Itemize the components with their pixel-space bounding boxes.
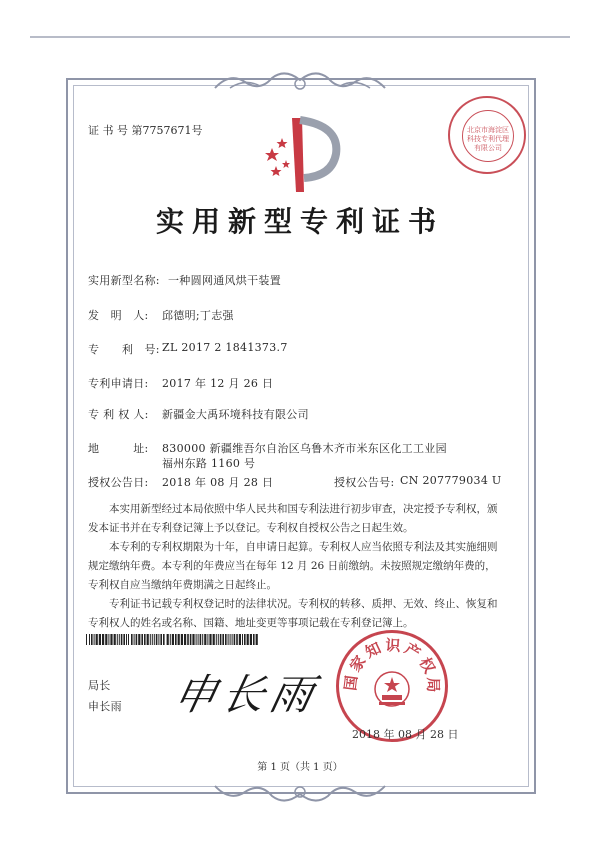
seal-text: 国家知识产权局 bbox=[341, 636, 443, 696]
name-value: 一种圆网通风烘干装置 bbox=[168, 274, 281, 287]
inventor-label: 发 明 人: bbox=[88, 309, 149, 322]
filing-date-value: 2017 年 12 月 26 日 bbox=[162, 377, 274, 390]
grant-date-label: 授权公告日: bbox=[88, 476, 149, 489]
grant-date-value: 2018 年 08 月 28 日 bbox=[162, 476, 274, 489]
address-line-1: 830000 新疆维吾尔自治区乌鲁木齐市米东区化工工业园 bbox=[162, 442, 447, 455]
agency-seal-text: 北京市海淀区科技专利代理有限公司 bbox=[467, 126, 509, 152]
name-label: 实用新型名称: bbox=[88, 274, 160, 287]
director-title: 局长 bbox=[88, 679, 111, 692]
paragraph-2: 本专利的专利权期限为十年，自申请日起算。专利权人应当依照专利法及其实施细则规定缴纳年费。本专利的年费应当在每年 12 月 26 日前缴纳。未按照规定缴纳年费的，专利权自应当缴纳年费期满之日起终止。 bbox=[88, 541, 498, 591]
grant-number-value: CN 207779034 U bbox=[400, 474, 502, 487]
address-line-2: 福州东路 1160 号 bbox=[162, 457, 256, 470]
director-name: 申长雨 bbox=[88, 700, 122, 713]
certificate-number: 证 书 号 第7757671号 bbox=[88, 124, 203, 137]
top-ornament bbox=[210, 68, 390, 94]
agency-seal bbox=[448, 96, 526, 174]
barcode bbox=[86, 634, 261, 645]
address-label: 地 址: bbox=[88, 442, 149, 455]
director-signature: 申长雨 bbox=[169, 670, 324, 719]
certificate-title: 实用新型专利证书 bbox=[155, 205, 444, 238]
paragraph-3: 专利证书记载专利权登记时的法律状况。专利权的转移、质押、无效、终止、恢复和专利权人的姓名或名称、国籍、地址变更等事项记载在专利登记簿上。 bbox=[88, 598, 498, 629]
body-text bbox=[88, 500, 500, 633]
patent-number-label: 专 利 号: bbox=[88, 343, 160, 356]
page-info: 第 1 页（共 1 页） bbox=[257, 762, 343, 773]
paragraph-1: 本实用新型经过本局依照中华人民共和国专利法进行初步审查，决定授予专利权，颁发本证书并在专利登记簿上予以登记。专利权自授权公告之日起生效。 bbox=[88, 503, 498, 534]
filing-date-label: 专利申请日: bbox=[88, 377, 149, 390]
seal-emblem-icon bbox=[339, 633, 445, 739]
patentee-value: 新疆金大禹环境科技有限公司 bbox=[162, 408, 309, 421]
grant-number-label: 授权公告号: bbox=[334, 476, 395, 489]
top-rule bbox=[30, 36, 570, 38]
bottom-ornament bbox=[210, 780, 390, 804]
seal-date: 2018 年 08 月 28 日 bbox=[352, 728, 459, 741]
inventor-value: 邱德明;丁志强 bbox=[162, 309, 234, 322]
patent-number-value: ZL 2017 2 1841373.7 bbox=[162, 341, 288, 354]
patentee-label: 专 利 权 人: bbox=[88, 408, 149, 421]
patent-emblem-icon bbox=[262, 112, 342, 196]
